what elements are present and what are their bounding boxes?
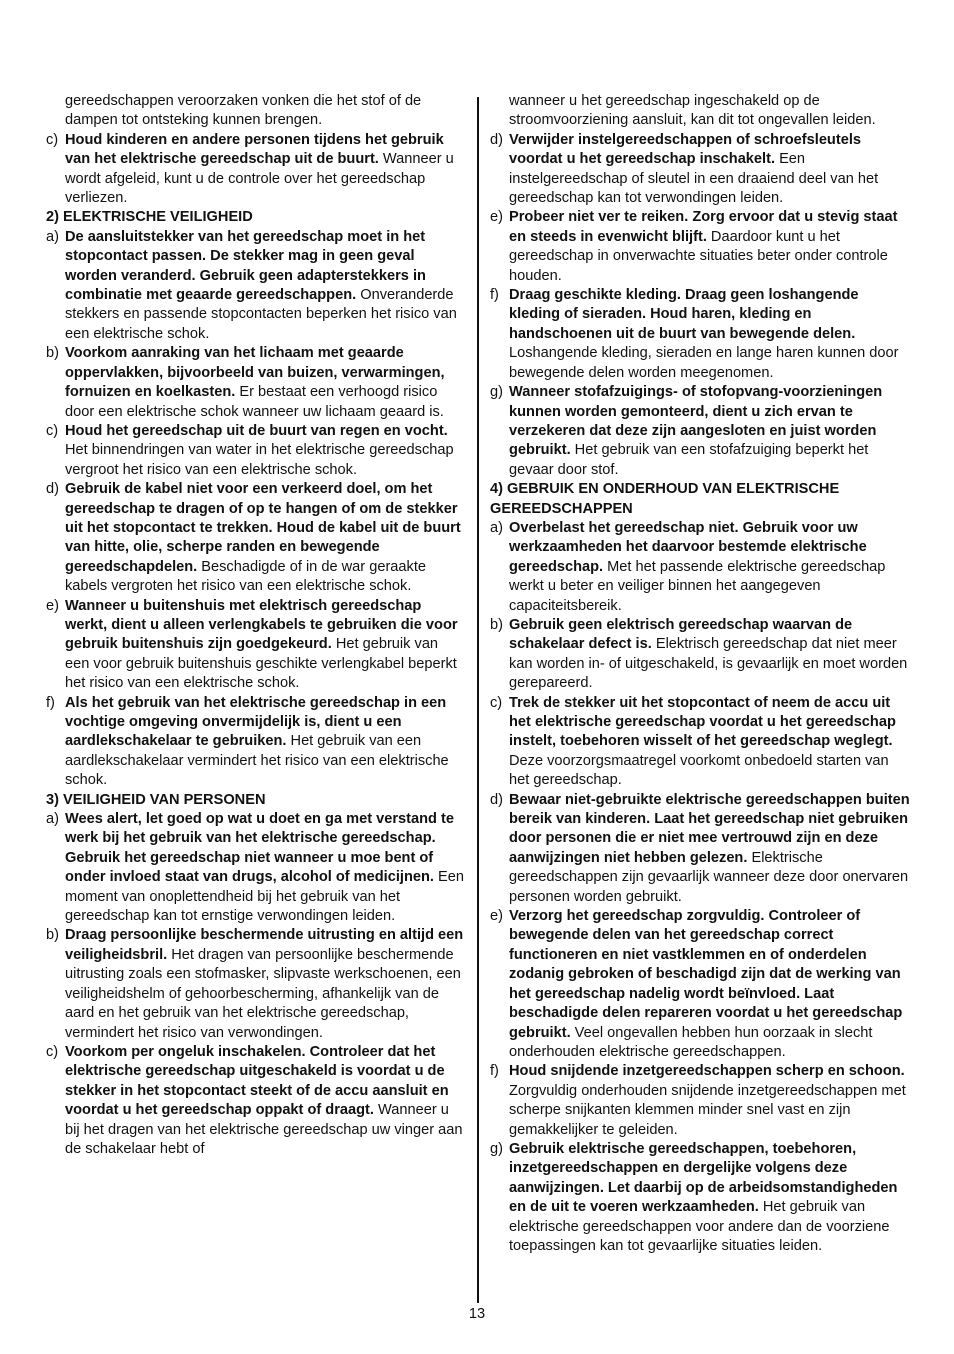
list-item xyxy=(490,519,910,616)
right-column xyxy=(490,92,910,1256)
item-bold-text: Verwijder instelgereedschappen of schroefsleutels voordat u het gereedschap inschakelt. xyxy=(509,131,861,168)
list-item xyxy=(46,926,466,1042)
item-text: Loshangende kleding, sieraden en lange haren kunnen door bewegende delen worden meegenomen. xyxy=(509,345,899,381)
section-heading: 2) ELEKTRISCHE VEILIGHEID xyxy=(46,209,253,226)
item-text: Beschadigde of in de war geraakte kabels vergroten het risico van een elektrische schok. xyxy=(65,558,427,595)
list-item xyxy=(46,597,466,694)
item-text: Wanneer u bij het dragen van het elektrische gereedschap uw vinger aan de schakelaar hebt of xyxy=(65,1102,463,1157)
item-bold-text: Draag geschikte kleding. Draag geen loshangende kleding of sieraden. Houd haren, kleding en handschoenen uit de buurt van bewegende delen. xyxy=(509,287,859,342)
list-item xyxy=(490,383,910,480)
list-item xyxy=(490,1140,910,1256)
item-marker: c) xyxy=(490,694,503,711)
list-item xyxy=(46,480,466,596)
page-number: 13 xyxy=(468,1306,486,1322)
item-bold-text: Voorkom aanraking van het lichaam met geaarde oppervlakken, bijvoorbeeld van buizen, verwarmingen, fornuizen en koelkasten. xyxy=(65,345,445,401)
item-marker: e) xyxy=(490,209,503,226)
item-text: Het gebruik van een stofafzuiging beperkt het gevaar door stof. xyxy=(509,442,869,478)
item-marker: f) xyxy=(490,1063,499,1080)
item-marker: c) xyxy=(46,1043,59,1060)
item-text: Veel ongevallen hebben hun oorzaak in slecht onderhouden elektrische gereedschappen. xyxy=(509,1024,873,1060)
item-marker: g) xyxy=(490,384,503,401)
continuation-text: wanneer u het gereedschap ingeschakeld op de stroomvoorziening aansluit, kan dit tot ongevallen leiden. xyxy=(509,93,876,129)
item-marker: g) xyxy=(490,1140,503,1157)
item-bold-text: Gebruik geen elektrisch gereedschap waarvan de schakelaar defect is. xyxy=(509,616,853,653)
item-text: Het gebruik van een aardlekschakelaar vermindert het risico van een elektrische schok. xyxy=(65,733,449,789)
column-divider xyxy=(477,97,479,1303)
list-item xyxy=(490,131,910,209)
item-bold-text: Gebruik elektrische gereedschappen, toebehoren, inzetgereedschappen en dergelijke volgens deze aanwijzingen. Let daarbij op de arbeidsomstandigheden en de uit te voeren werkzaamheden. xyxy=(509,1140,898,1216)
continuation-text: gereedschappen veroorzaken vonken die het stof of de dampen tot ontsteking kunnen brengen. xyxy=(65,93,422,129)
left-column xyxy=(46,92,466,1159)
list-item xyxy=(490,694,910,791)
item-bold-text: Houd snijdende inzetgereedschappen scherp en schoon. xyxy=(509,1063,905,1080)
list-item xyxy=(46,131,466,209)
item-bold-text: Draag persoonlijke beschermende uitrusting en altijd een veiligheidsbril. xyxy=(65,927,464,963)
section-heading: 3) VEILIGHEID VAN PERSONEN xyxy=(46,791,266,808)
item-bold-text: De aansluitstekker van het gereedschap moet in het stopcontact passen. De stekker mag in geen geval worden veranderd. Gebruik geen adapterstekkers in combinatie met geaarde gereedschappen. xyxy=(65,228,426,304)
item-text: Elektrisch gereedschap dat niet meer kan worden in- of uitgeschakeld, is gevaarlijk en moet worden gerepareerd. xyxy=(509,636,908,692)
item-marker: c) xyxy=(46,131,59,148)
item-text: Zorgvuldig onderhouden snijdende inzetgereedschappen met scherpe snijkanten klemmen minder snel vast en zijn gemakkelijker te geleiden. xyxy=(509,1082,906,1138)
item-text: Daardoor kunt u het gereedschap in onverwachte situaties beter onder controle houden. xyxy=(509,228,888,284)
item-bold-text: Trek de stekker uit het stopcontact of neem de accu uit het elektrische gereedschap voordat u het gereedschap instelt, toebehoren wisselt of het gereedschap weglegt. xyxy=(509,694,896,750)
item-bold-text: Wees alert, let goed op wat u doet en ga met verstand te werk bij het gebruik van het elektrische gereedschap. Gebruik het gereedschap niet wanneer u moe bent of onder invloed staat van drugs, alcohol of medicijnen. xyxy=(65,811,454,886)
item-bold-text: Wanneer u buitenshuis met elektrisch gereedschap werkt, dient u alleen verlengkabels te gebruiken die voor gebruik buitenshuis zijn goedgekeurd. xyxy=(65,597,458,653)
item-text: Wanneer u wordt afgeleid, kunt u de controle over het gereedschap verliezen. xyxy=(65,151,454,207)
item-text: Een instelgereedschap of sleutel in een draaiend deel van het gereedschap kan tot verwondingen leiden. xyxy=(509,151,879,207)
item-bold-text: Als het gebruik van het elektrische gereedschap in een vochtige omgeving onvermijdelijk is, dient u een aardlekschakelaar te gebruiken. xyxy=(65,694,447,750)
section-heading: 4) GEBRUIK EN ONDERHOUD VAN ELEKTRISCHE GEREEDSCHAPPEN xyxy=(490,481,840,517)
list-item xyxy=(46,694,466,791)
list-item xyxy=(490,616,910,694)
item-marker: a) xyxy=(46,228,59,245)
list-item xyxy=(490,1062,910,1140)
list-item xyxy=(490,286,910,383)
item-bold-text: Bewaar niet-gebruikte elektrische gereedschappen buiten bereik van kinderen. Laat het gereedschap niet gebruiken door personen die er niet mee vertrouwd zijn en deze aanwijzingen niet hebben gelezen. xyxy=(509,791,910,866)
list-item xyxy=(490,791,910,907)
item-bold-text: Houd het gereedschap uit de buurt van regen en vocht. xyxy=(65,422,448,439)
item-bold-text: Wanneer stofafzuigings- of stofopvang-voorzieningen kunnen worden gemonteerd, dient u zich ervan te verzekeren dat deze zijn aangesloten en juist worden gebruikt. xyxy=(509,384,883,459)
item-bold-text: Voorkom per ongeluk inschakelen. Controleer dat het elektrische gereedschap uitgeschakeld is voordat u de stekker in het stopcontact steekt of de accu aansluit en voordat u het gereedschap oppakt of draagt. xyxy=(65,1043,449,1119)
list-item xyxy=(490,907,910,1062)
list-item xyxy=(46,1043,466,1159)
item-marker: d) xyxy=(46,481,59,498)
item-marker: b) xyxy=(46,345,59,362)
item-marker: e) xyxy=(490,908,503,925)
item-marker: e) xyxy=(46,597,59,614)
item-text: Deze voorzorgsmaatregel voorkomt onbedoeld starten van het gereedschap. xyxy=(509,752,889,789)
item-bold-text: Overbelast het gereedschap niet. Gebruik voor uw werkzaamheden het daarvoor bestemde elektrische gereedschap. xyxy=(509,519,867,575)
item-text: Er bestaat een verhoogd risico door een elektrische schok wanneer uw lichaam geaard is. xyxy=(65,384,444,420)
item-bold-text: Houd kinderen en andere personen tijdens het gebruik van het elektrische gereedschap uit de buurt. xyxy=(65,131,444,168)
item-marker: a) xyxy=(490,519,503,536)
item-marker: c) xyxy=(46,422,59,439)
item-text: Het binnendringen van water in het elektrische gereedschap vergroot het risico van een elektrische schok. xyxy=(65,442,454,478)
item-text: Het gebruik van elektrische gereedschappen voor andere dan de voorziene toepassingen kan tot gevaarlijke situaties leiden. xyxy=(509,1199,890,1254)
list-item xyxy=(46,422,466,480)
item-bold-text: Probeer niet ver te reiken. Zorg ervoor dat u stevig staat en steeds in evenwicht blijft. xyxy=(509,209,898,245)
list-item xyxy=(46,228,466,344)
item-marker: f) xyxy=(46,694,55,711)
item-text: Een moment van onoplettendheid bij het gebruik van het gereedschap kan tot ernstige verwondingen leiden. xyxy=(65,869,464,925)
item-marker: d) xyxy=(490,131,503,148)
item-text: Met het passende elektrische gereedschap werkt u beter en veiliger binnen het aangegeven capaciteitsbereik. xyxy=(509,558,886,614)
item-marker: b) xyxy=(46,927,59,944)
item-bold-text: Gebruik de kabel niet voor een verkeerd doel, om het gereedschap te dragen of op te hangen of om de stekker uit het stopcontact te trekken. Houd de kabel uit de buurt van hitte, olie, scherpe randen en bewegende gereedschapdelen. xyxy=(65,481,461,575)
item-text: Het gebruik van een voor gebruik buitenshuis geschikte verlengkabel beperkt het risico van een elektrische schok. xyxy=(65,636,457,692)
list-item xyxy=(46,810,466,926)
list-item xyxy=(490,208,910,286)
item-text: Onveranderde stekkers en passende stopcontacten beperken het risico van een elektrische schok. xyxy=(65,287,457,342)
item-text: Het dragen van persoonlijke beschermende uitrusting zoals een stofmasker, slipvaste werkschoenen, een veiligheidshelm of gehoorbescherming, afhankelijk van de aard en het gebruik van het elektrische gereedschap, vermindert het risico van verwondingen. xyxy=(65,946,461,1041)
item-marker: b) xyxy=(490,616,503,633)
item-marker: d) xyxy=(490,791,503,808)
list-item xyxy=(46,344,466,422)
item-bold-text: Verzorg het gereedschap zorgvuldig. Controleer of bewegende delen van het gereedschap correct functioneren en niet vastklemmen en of onderdelen zodanig gebroken of beschadigd zijn dat de werking van het gereedschap nadelig wordt beïnvloed. Laat beschadigde delen repareren voordat u het gereedschap gebruikt. xyxy=(509,908,903,1041)
item-text: Elektrische gereedschappen zijn gevaarlijk wanneer deze door onervaren personen worden gebruikt. xyxy=(509,849,909,905)
item-marker: a) xyxy=(46,811,59,828)
item-marker: f) xyxy=(490,287,499,304)
